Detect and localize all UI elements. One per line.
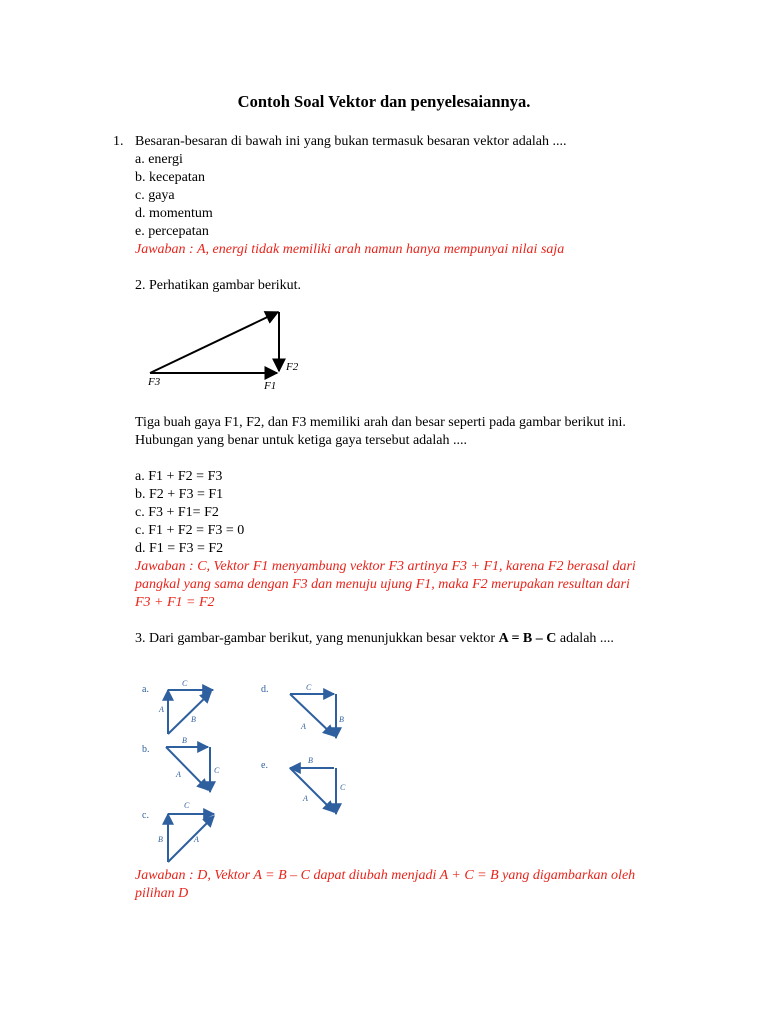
q2-answer-3: F3 + F1 = F2 xyxy=(135,595,215,610)
option-label-b: b. xyxy=(142,744,150,755)
q1-number: 1. xyxy=(113,134,124,149)
option-label-c: c. xyxy=(142,810,149,821)
page-title: Contoh Soal Vektor dan penyelesaiannya. xyxy=(237,92,531,111)
vector-a-option-b xyxy=(166,747,208,790)
svg-text:B: B xyxy=(158,835,163,844)
q2-desc-2: Hubungan yang benar untuk ketiga gaya tersebut adalah .... xyxy=(135,433,468,448)
force-triangle-figure xyxy=(140,302,310,398)
svg-text:A: A xyxy=(176,770,181,779)
vector-b-option-a xyxy=(168,692,211,734)
option-label-a: a. xyxy=(142,684,149,695)
svg-text:B: B xyxy=(339,715,344,724)
q3-question: 3. Dari gambar-gambar berikut, yang menunjukkan besar vektor A = B – C adalah .... xyxy=(135,631,614,646)
vector-f3 xyxy=(150,312,278,373)
svg-text:C: C xyxy=(306,683,312,692)
svg-text:B: B xyxy=(182,736,187,745)
svg-text:C: C xyxy=(182,679,188,688)
svg-text:C: C xyxy=(184,801,190,810)
vector-a-option-c xyxy=(168,816,214,862)
q2-option-b: b. F2 + F3 = F1 xyxy=(135,487,224,502)
q2-question: 2. Perhatikan gambar berikut. xyxy=(135,278,302,293)
svg-text:C: C xyxy=(340,783,346,792)
q3-formula: A = B – C xyxy=(498,631,557,646)
label-f3: F3 xyxy=(148,376,161,388)
svg-text:B: B xyxy=(191,715,196,724)
svg-text:A: A xyxy=(159,705,164,714)
q2-answer-1: Jawaban : C, Vektor F1 menyambung vektor F3 artinya F3 + F1, karena F2 berasal dari xyxy=(135,559,636,574)
q1-option-e: e. percepatan xyxy=(135,224,209,239)
svg-text:A: A xyxy=(303,794,308,803)
option-label-e: e. xyxy=(261,760,268,771)
q2-option-c: c. F3 + F1= F2 xyxy=(135,505,219,520)
svg-text:A: A xyxy=(301,722,306,731)
q2-option-d: d. F1 = F3 = F2 xyxy=(135,541,224,556)
vector-options-figure xyxy=(138,672,363,864)
q2-answer-2: pangkal yang sama dengan F3 dan menuju ujung F1, maka F2 merupakan resultan dari xyxy=(135,577,630,592)
svg-text:B: B xyxy=(308,756,313,765)
vector-a-option-d xyxy=(290,694,334,736)
q2-option-a: a. F1 + F2 = F3 xyxy=(135,469,223,484)
svg-text:A: A xyxy=(194,835,199,844)
label-f2: F2 xyxy=(286,361,299,373)
q1-option-c: c. gaya xyxy=(135,188,175,203)
q1-option-a: a. energi xyxy=(135,152,183,167)
option-label-d: d. xyxy=(261,684,269,695)
vector-a-option-e xyxy=(290,768,334,812)
label-f1: F1 xyxy=(264,380,277,392)
q3-answer-1: Jawaban : D, Vektor A = B – C dapat diubah menjadi A + C = B yang digambarkan oleh xyxy=(135,868,636,883)
q2-option-c2: c. F1 + F2 = F3 = 0 xyxy=(135,523,245,538)
q2-desc-1: Tiga buah gaya F1, F2, dan F3 memiliki arah dan besar seperti pada gambar berikut ini. xyxy=(135,415,626,430)
q1-option-d: d. momentum xyxy=(135,206,213,221)
q1-option-b: b. kecepatan xyxy=(135,170,205,185)
q1-question: Besaran-besaran di bawah ini yang bukan termasuk besaran vektor adalah .... xyxy=(135,134,567,149)
q3-answer-2: pilihan D xyxy=(135,886,189,901)
q1-answer: Jawaban : A, energi tidak memiliki arah namun hanya mempunyai nilai saja xyxy=(135,242,565,257)
svg-text:C: C xyxy=(214,766,220,775)
